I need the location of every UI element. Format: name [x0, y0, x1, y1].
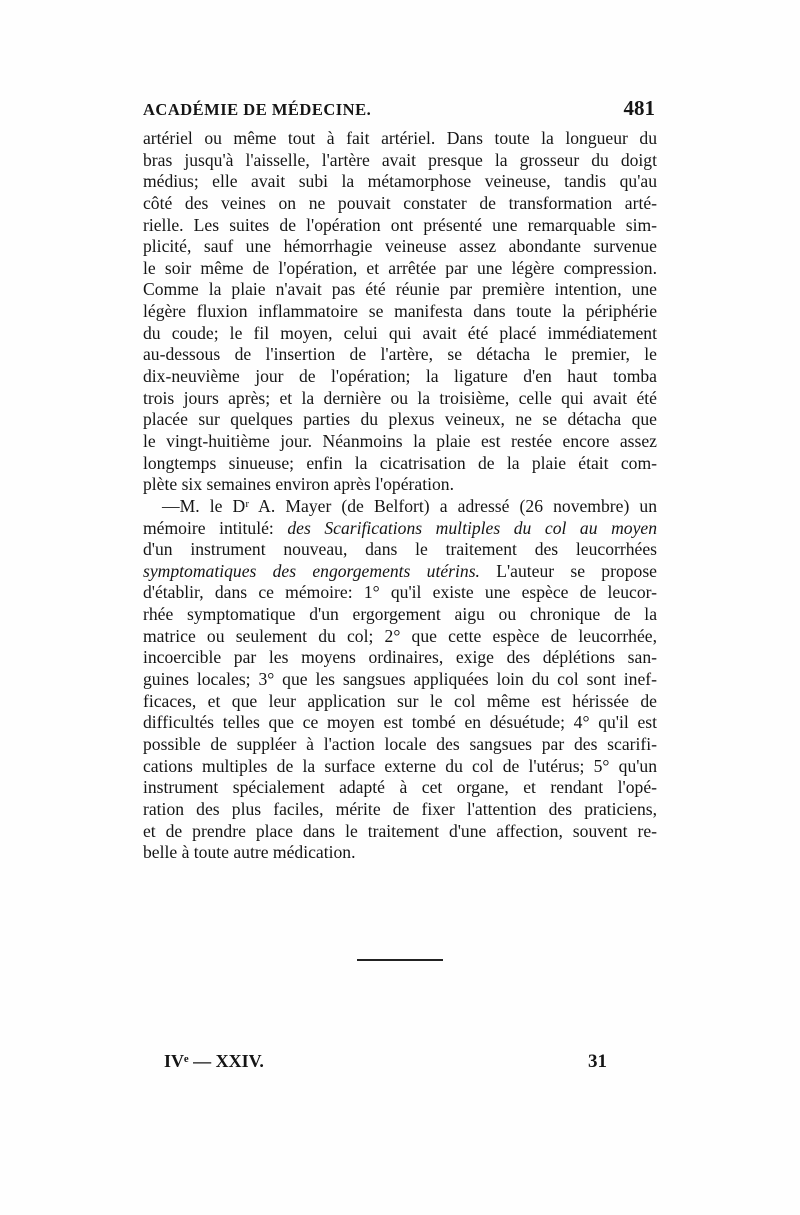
memoir-intro: mémoire intitulé:: [143, 517, 288, 538]
text-line: ficaces, et que leur application sur le col même est hérissée de: [143, 690, 657, 711]
body-text: [143, 128, 657, 864]
text-line: légère fluxion inflammatoire se manifesta dans toute la périphérie: [143, 301, 657, 322]
text-line: guines locales; 3° que les sangsues appliquées loin du col sont inef-: [143, 669, 657, 690]
text-line: trois jours après; et la dernière ou la troisième, celle qui avait été: [143, 387, 657, 408]
text-line: belle à toute autre médication.: [143, 842, 356, 863]
text-line: difficultés telles que ce moyen est tombé en désuétude; 4° qu'il est: [143, 712, 657, 733]
paragraph-opening-line: —M. le Dʳ A. Mayer (de Belfort) a adressé (26 novembre) un: [162, 495, 657, 516]
signature-mark: IVᵉ — XXIV.: [164, 1051, 264, 1071]
text-line: bras jusqu'à l'aisselle, l'artère avait presque la grosseur du doigt: [143, 149, 657, 170]
text-line: rielle. Les suites de l'opération ont présenté une remarquable sim-: [143, 214, 657, 235]
text-line: côté des veines on ne pouvait constater de transformation arté-: [143, 192, 657, 213]
memoir-title-part: symptomatiques des engorgements utérins.: [143, 560, 480, 581]
text-line: du coude; le fil moyen, celui qui avait été placé immédiatement: [143, 322, 657, 343]
text-line: le soir même de l'opération, et arrêtée par une légère compression.: [143, 257, 657, 278]
text-line: plicité, sauf une hémorrhagie veineuse assez abondante survenue: [143, 236, 657, 257]
text-line: [143, 561, 657, 583]
section-rule: [357, 959, 443, 961]
memoir-title-part: des Scarifications multiples du col au moyen: [287, 517, 657, 538]
text-line: médius; elle avait subi la métamorphose veineuse, tandis qu'au: [143, 171, 657, 192]
text-line: dix-neuvième jour de l'opération; la ligature d'en haut tomba: [143, 366, 657, 387]
text-line: possible de suppléer à l'action locale des sangsues par des scarifi-: [143, 733, 657, 754]
sheet-number: 31: [588, 1051, 607, 1072]
text-line: et de prendre place dans le traitement d'une affection, souvent re-: [143, 820, 657, 841]
text-line: ration des plus faciles, mérite de fixer l'attention des praticiens,: [143, 798, 657, 819]
text-segment: L'auteur se propose: [479, 560, 657, 581]
memoir-title-part: d'un instrument nouveau, dans le traitement des leucorrhées: [143, 539, 657, 560]
running-header: [0, 98, 657, 124]
text-line: rhée symptomatique d'un ergorgement aigu ou chronique de la: [143, 604, 657, 625]
running-title: ACADÉMIE DE MÉDECINE.: [143, 100, 372, 119]
text-line: d'établir, dans ce mémoire: 1° qu'il existe une espèce de leucor-: [143, 582, 657, 603]
text-line: cations multiples de la surface externe du col de l'utérus; 5° qu'un: [143, 755, 657, 776]
text-line: matrice ou seulement du col; 2° que cette espèce de leucorrhée,: [143, 625, 657, 646]
text-line: placée sur quelques parties du plexus veineux, ne se détacha que: [143, 409, 657, 430]
text-line: plète six semaines environ après l'opération.: [143, 474, 454, 495]
text-line: incoercible par les moyens ordinaires, exige des déplétions san-: [143, 647, 657, 668]
text-line: au-dessous de l'insertion de l'artère, se détacha le premier, le: [143, 344, 657, 365]
text-line: le vingt-huitième jour. Néanmoins la plaie est restée encore assez: [143, 430, 657, 451]
text-line: [143, 518, 657, 540]
text-line: Comme la plaie n'avait pas été réunie par première intention, une: [143, 279, 657, 300]
text-line: instrument spécialement adapté à cet organe, et rendant l'opé-: [143, 777, 657, 798]
text-line: longtemps sinueuse; enfin la cicatrisation de la plaie était com-: [143, 452, 657, 473]
page-number: 481: [623, 96, 655, 120]
text-line: artériel ou même tout à fait artériel. Dans toute la longueur du: [143, 128, 657, 148]
